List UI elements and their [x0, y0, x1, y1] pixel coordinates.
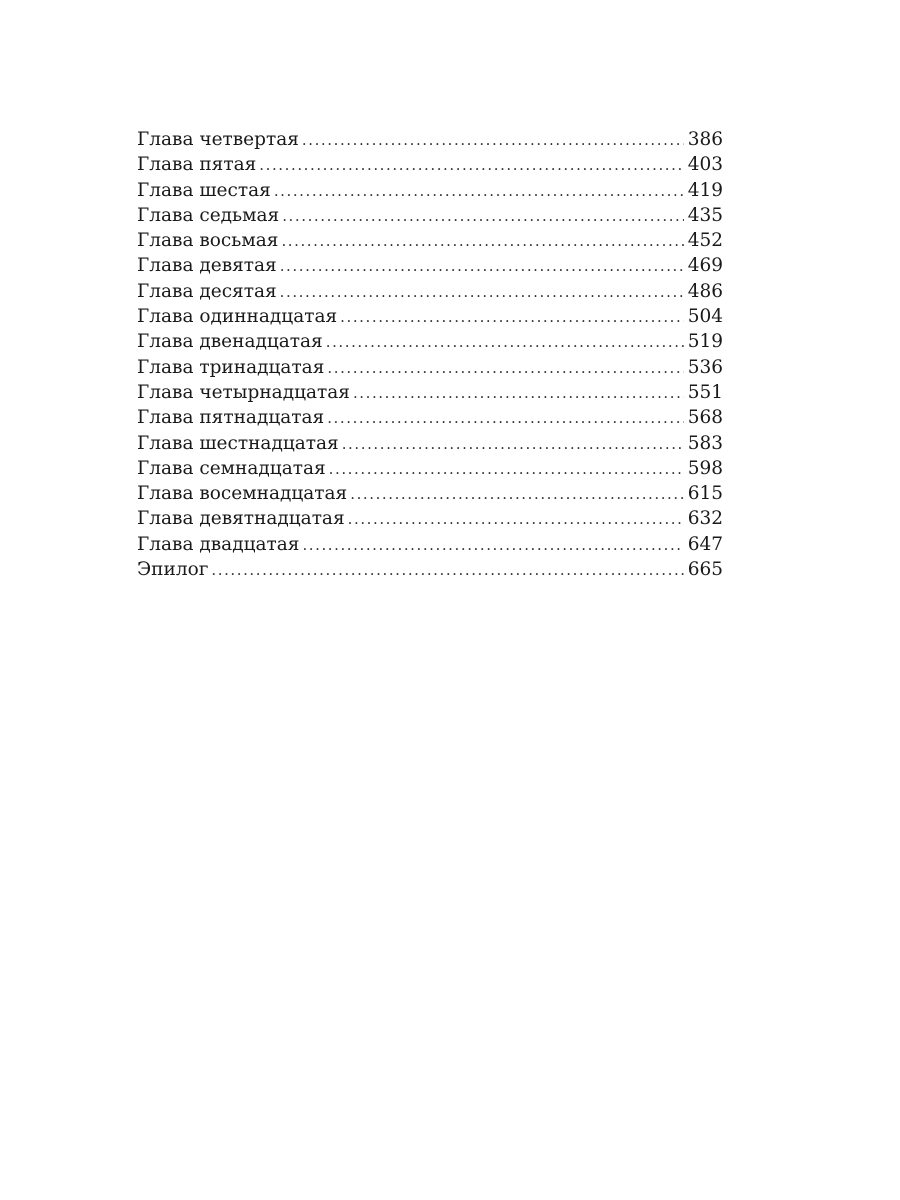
toc-entry-page-number: 452	[687, 230, 723, 252]
toc-entry-page-number: 647	[687, 533, 723, 555]
toc-entry-page-number: 519	[687, 331, 723, 353]
toc-entry-page-number: 536	[687, 356, 723, 378]
toc-entry-page-number: 632	[687, 508, 723, 530]
toc-entry-title: Глава шестнадцатая	[137, 432, 339, 454]
toc-entry	[137, 178, 723, 203]
dot-leader	[342, 432, 684, 457]
toc-entry	[137, 506, 723, 531]
toc-entry-page-number: 386	[687, 129, 723, 150]
toc-entry	[137, 456, 723, 481]
toc-entry	[137, 405, 723, 430]
toc-entry-page-number: 568	[687, 407, 723, 429]
toc-entry	[137, 203, 723, 228]
toc-entry-title: Глава двадцатая	[137, 533, 300, 555]
toc-entry	[137, 304, 723, 329]
toc-entry-title: Глава тринадцатая	[137, 356, 325, 378]
toc-entry-page-number: 419	[687, 179, 723, 201]
toc-entry-title: Глава шестая	[137, 179, 271, 201]
toc-entry-title: Глава десятая	[137, 280, 277, 302]
toc-entry-title: Глава пятнадцатая	[137, 407, 325, 429]
toc-entry	[137, 127, 723, 152]
toc-entry-page-number: 435	[687, 204, 723, 226]
dot-leader	[353, 381, 684, 406]
dot-leader	[280, 280, 684, 305]
toc-entry-title: Глава четвертая	[137, 129, 299, 150]
toc-entry	[137, 532, 723, 557]
toc-entry-title: Глава четырнадцатая	[137, 381, 350, 403]
dot-leader	[302, 533, 683, 558]
toc-entry-title: Глава одиннадцатая	[137, 306, 338, 328]
toc-entry	[137, 152, 723, 177]
toc-entry-title: Глава девятнадцатая	[137, 508, 345, 530]
toc-entry	[137, 228, 723, 253]
dot-leader	[340, 305, 684, 330]
dot-leader	[329, 457, 684, 482]
toc-entry-page-number: 598	[687, 457, 723, 479]
toc-entry	[137, 329, 723, 354]
toc-entry	[137, 380, 723, 405]
dot-leader	[327, 406, 683, 431]
toc-entry-title: Глава пятая	[137, 154, 257, 176]
toc-entry-page-number: 403	[687, 154, 723, 176]
toc-entry-title: Глава седьмая	[137, 204, 280, 226]
toc-entry-page-number: 486	[687, 280, 723, 302]
toc-entry-title: Глава восемнадцатая	[137, 483, 348, 505]
dot-leader	[282, 204, 683, 229]
toc-entry-title: Эпилог	[137, 559, 209, 581]
table-of-contents	[137, 127, 723, 582]
toc-entry-page-number: 615	[687, 483, 723, 505]
toc-entry-page-number: 551	[687, 381, 723, 403]
toc-entry	[137, 431, 723, 456]
toc-entry-title: Глава семнадцатая	[137, 457, 326, 479]
dot-leader	[259, 153, 683, 178]
dot-leader	[211, 558, 683, 583]
dot-leader	[348, 507, 684, 532]
toc-entry	[137, 253, 723, 278]
dot-leader	[281, 229, 683, 254]
toc-entry-page-number: 583	[687, 432, 723, 454]
toc-entry-title: Глава двенадцатая	[137, 331, 323, 353]
dot-leader	[280, 254, 684, 279]
toc-entry	[137, 557, 723, 582]
toc-entry-page-number: 665	[687, 559, 723, 581]
dot-leader	[326, 330, 684, 355]
dot-leader	[302, 128, 684, 153]
toc-entry-title: Глава восьмая	[137, 230, 279, 252]
toc-entry	[137, 279, 723, 304]
toc-entry	[137, 481, 723, 506]
dot-leader	[350, 482, 683, 507]
dot-leader	[327, 356, 683, 381]
toc-entry	[137, 355, 723, 380]
dot-leader	[274, 179, 684, 204]
toc-entry-page-number: 469	[687, 255, 723, 277]
toc-entry-page-number: 504	[687, 306, 723, 328]
toc-entry-title: Глава девятая	[137, 255, 277, 277]
